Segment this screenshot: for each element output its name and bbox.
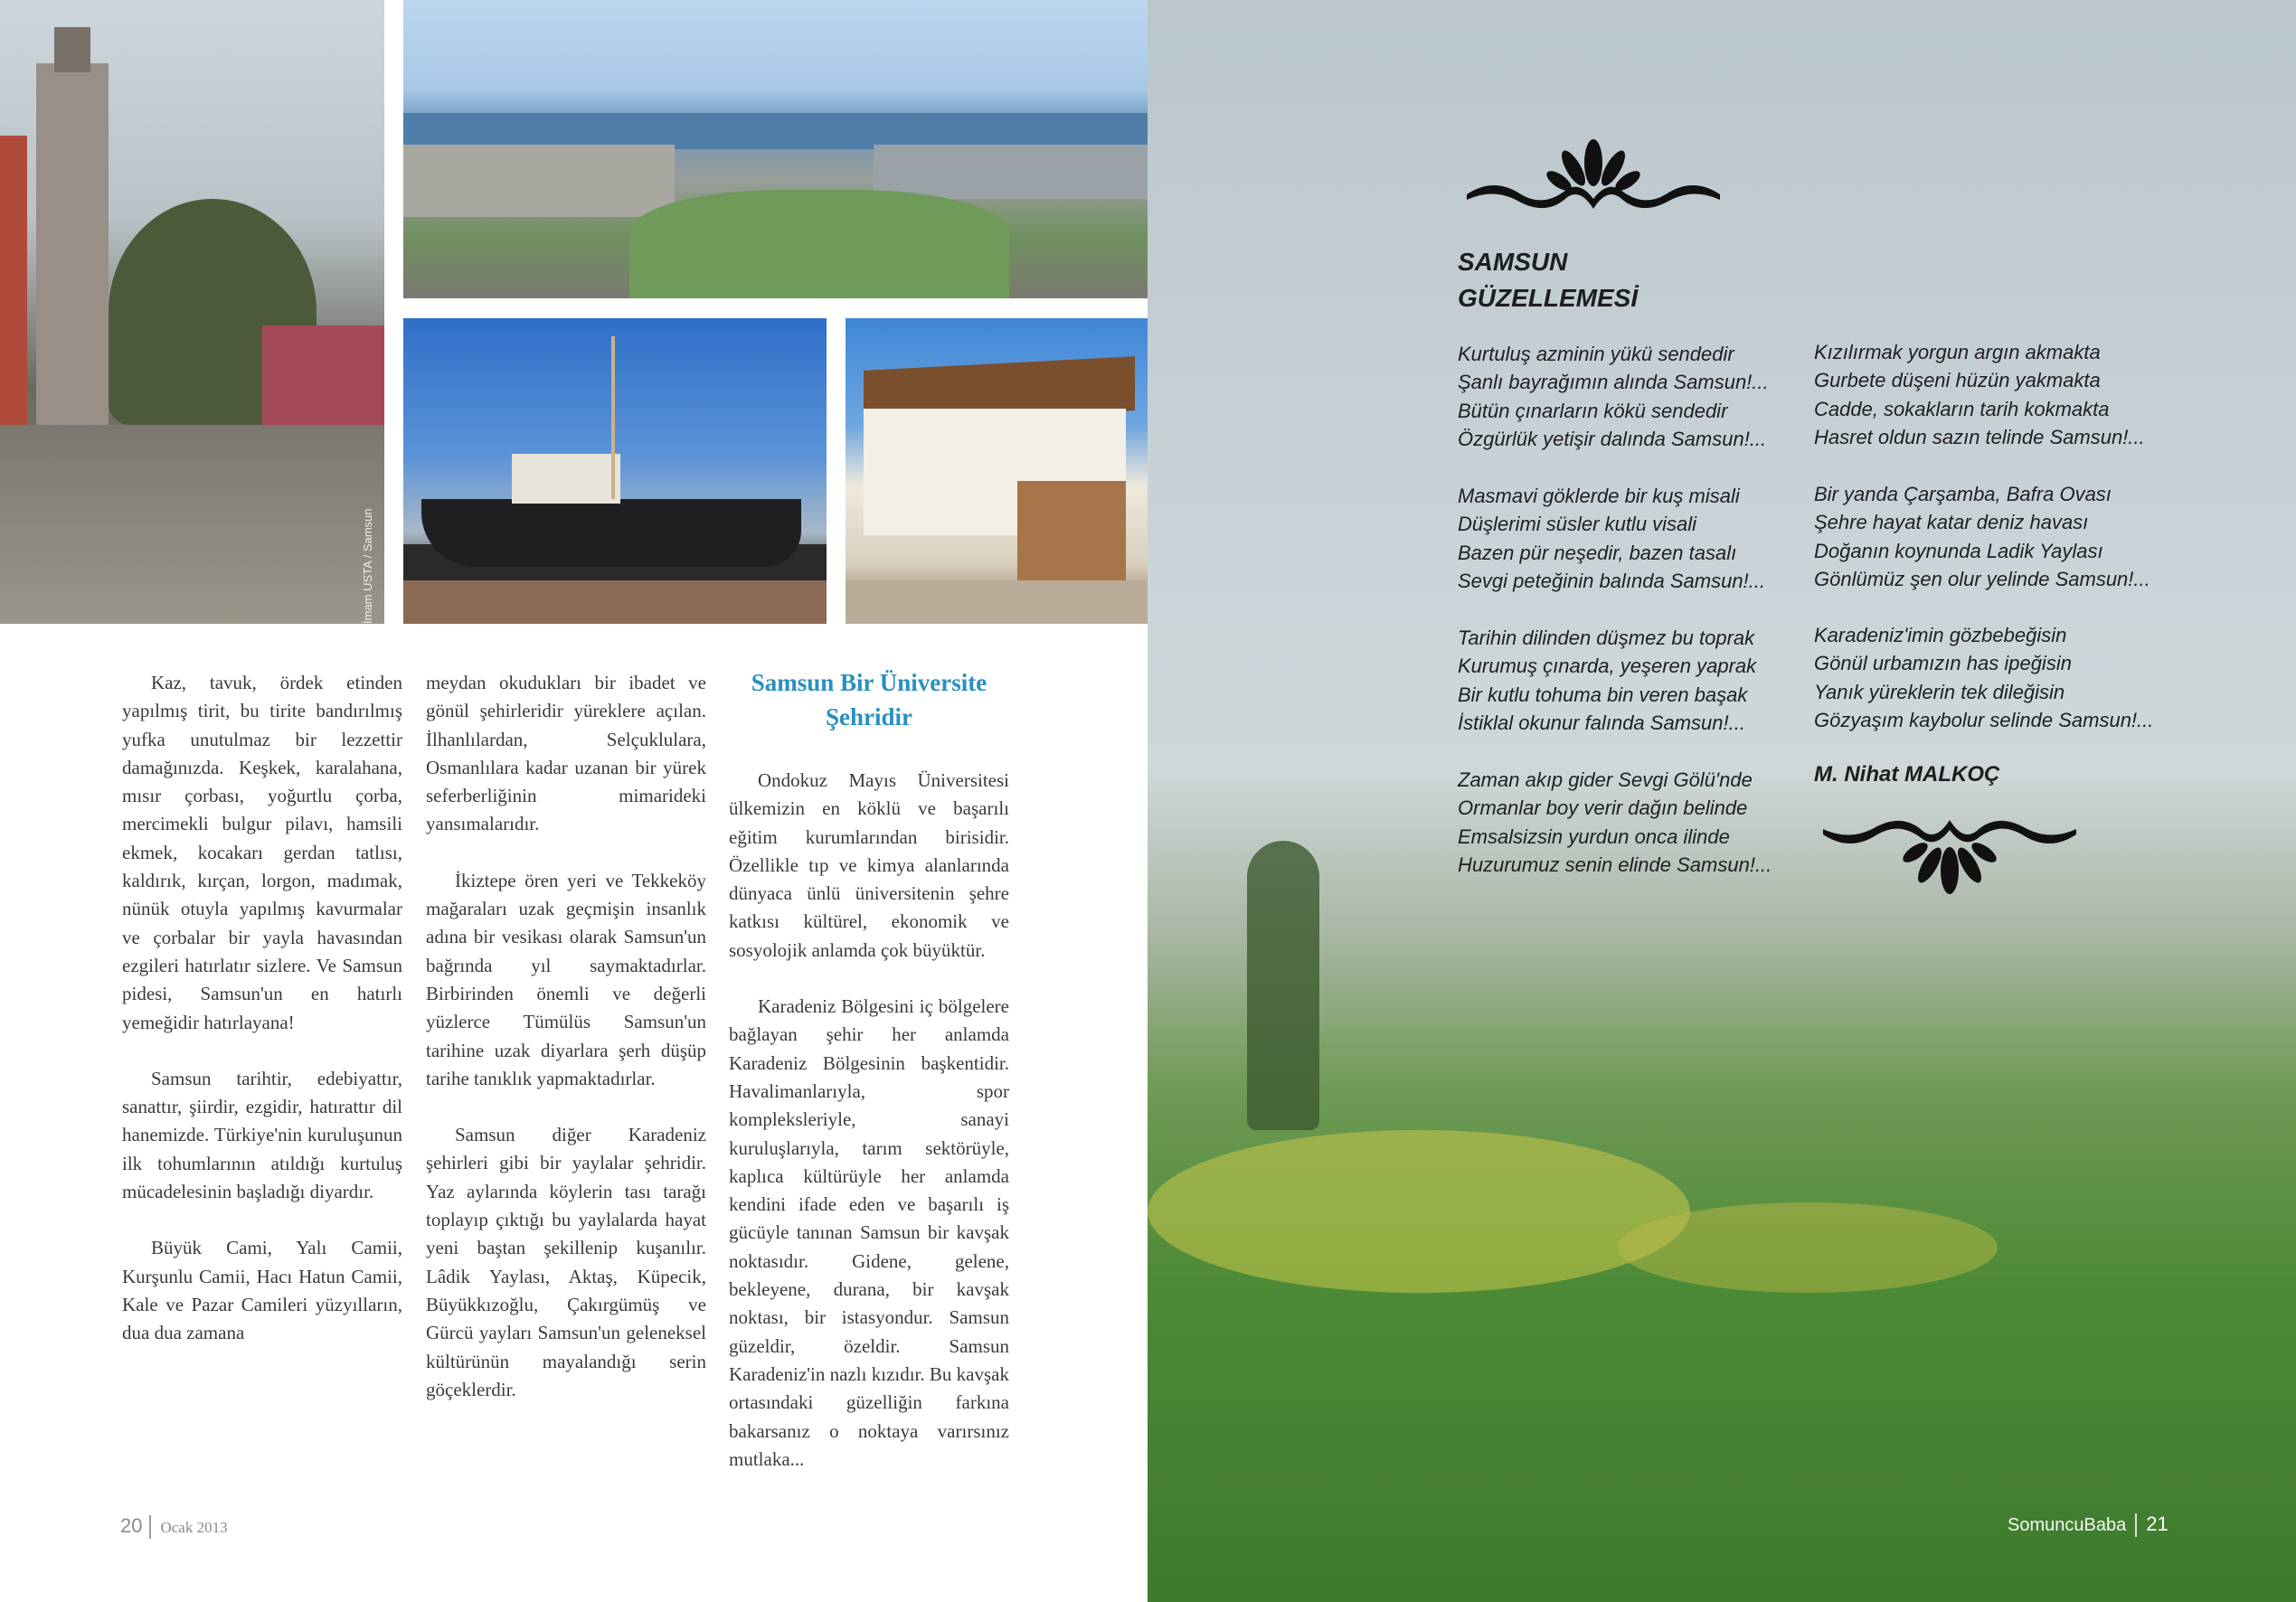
poem-title-line: SAMSUN xyxy=(1458,248,1568,276)
poem-line: İstiklal okunur falında Samsun!... xyxy=(1458,711,1745,734)
magazine-brand: SomuncuBaba xyxy=(2008,1515,2127,1535)
paragraph: meydan okudukları bir ibadet ve gönül şehirleridir yüreklere açılan. İlhanlılardan, Selçuklulara, Osmanlılara kadar uzanan bir yürek seferberliğinin mimarideki yansımalarıdır. xyxy=(426,672,706,835)
poem-line: Gözyaşım kaybolur selinde Samsun!... xyxy=(1814,708,2154,731)
poem-line: Ormanlar boy verir dağın belinde xyxy=(1458,796,1748,820)
article-column-1 xyxy=(122,669,402,1376)
footer-divider xyxy=(2135,1513,2137,1537)
right-page-footer xyxy=(2008,1512,2168,1537)
poem-author: M. Nihat MALKOÇ xyxy=(1814,762,2000,787)
poem-stanza xyxy=(1458,340,1769,453)
poem-stanza xyxy=(1814,338,2145,451)
poem-line: Masmavi göklerde bir kuş misali xyxy=(1458,485,1740,507)
paragraph: İkiztepe ören yeri ve Tekkeköy mağaraları uzak geçmişin insanlık adına bir vesikası olarak Samsun'un bağrında yıl saymaktadırlar. Birbirinden önemli ve değerli yüzlerce Tümülüs Samsun'un tarihine uzak diyarlara şerh düşüp tarihe tanıklık yapmaktadırlar. xyxy=(426,869,706,1089)
poem-line: Karadeniz'imin gözbebeğisin xyxy=(1814,624,2067,646)
poem-line: Bazen pür neşedir, bazen tasalı xyxy=(1458,541,1737,564)
poem-line: Özgürlük yetişir dalında Samsun!... xyxy=(1458,427,1767,450)
poem-line: Emsalsizsin yurdun onca ilinde xyxy=(1458,825,1730,848)
poem-line: Doğanın koynunda Ladik Yaylası xyxy=(1814,539,2103,562)
poem-stanza xyxy=(1458,482,1765,595)
poem-line: Kurtuluş azminin yükü sendedir xyxy=(1458,343,1734,365)
photo-credit: İmam USTA / Samsun xyxy=(361,508,374,624)
poem-title-line: GÜZELLEMESİ xyxy=(1458,284,1639,312)
section-heading: Samsun Bir Üniversite Şehridir xyxy=(751,669,987,730)
poem-stanza xyxy=(1814,480,2150,593)
poem-line: Cadde, sokakların tarih kokmakta xyxy=(1814,397,2110,420)
page-number: 20 xyxy=(120,1514,143,1537)
poem-line: Şehre hayat katar deniz havası xyxy=(1814,511,2089,534)
harbor-photo xyxy=(403,0,1148,298)
poem-stanza xyxy=(1458,766,1772,879)
paragraph: Karadeniz Bölgesini iç bölgelere bağlayan şehir her anlamda Karadeniz Bölgesinin başkentidir. Havalimanlarıyla, spor kompleksleriyle, sanayi kuruluşlarıyla, tarım sektörüyle, kaplıca kültürüyle her anlamda kendini ifade eden ve başarılı iş gücüyle tanınan Samsun bir kavşak noktasıdır. Gidene, gelene, bekleyene, durana, bir kavşak noktası, bir istasyondur. Samsun güzeldir, özeldir. Samsun Karadeniz'in nazlı kızıdır. Bu kavşak ortasındaki güzelliğin farkına bakarsanız o noktaya varırsınız mutlaka... xyxy=(729,995,1009,1470)
poem-stanza xyxy=(1458,624,1756,737)
bottom-ornament-icon xyxy=(1814,807,2085,898)
poem-line: Gönlümüz şen olur yelinde Samsun!... xyxy=(1814,567,2150,590)
museum-house-photo xyxy=(846,318,1148,624)
yellow-shrubs xyxy=(1618,1202,1998,1293)
poem-line: Hasret oldun sazın telinde Samsun!... xyxy=(1814,425,2145,448)
poem-line: Bir kutlu tohuma bin veren başak xyxy=(1458,683,1748,706)
poem-line: Huzurumuz senin elinde Samsun!... xyxy=(1458,853,1772,876)
paragraph: Büyük Cami, Yalı Camii, Kurşunlu Camii, Hacı Hatun Camii, Kale ve Pazar Camileri yüzyılların, dua dua zamana xyxy=(122,1237,402,1344)
paragraph: Ondokuz Mayıs Üniversitesi ülkemizin en köklü ve başarılı eğitim kurumlarından birisidir. Özellikle tıp ve kimya alanlarında dünyaca ünlü üniversitenin şehre katkısı kültürel, ekonomik ve sosyolojik anlamda çok büyüktür. xyxy=(729,769,1009,961)
poem-line: Bir yanda Çarşamba, Bafra Ovası xyxy=(1814,483,2112,505)
bandirma-ship-photo xyxy=(403,318,827,624)
paragraph: Samsun diğer Karadeniz şehirleri gibi bir yaylalar şehridir. Yaz aylarında köylerin tası tarağı toplayıp çıktığı bu yaylalarda hayat yeni baştan şekillenip kuşanılır. Lâdik Yaylası, Aktaş, Küpecik, Büyükkızoğlu, Çakırgümüş ve Gürcü yayları Samsun'un geleneksel kültürünün mayalandığı serin göçeklerdir. xyxy=(426,1124,706,1400)
poem-line: Gönül urbamızın has ipeğisin xyxy=(1814,652,2072,675)
poem-line: Kurumuş çınarda, yeşeren yaprak xyxy=(1458,655,1757,678)
poem-line: Bütün çınarların kökü sendedir xyxy=(1458,399,1728,422)
article-column-2 xyxy=(426,669,706,1432)
poem-title xyxy=(1458,244,1638,316)
poem-line: Sevgi peteğinin balında Samsun!... xyxy=(1458,569,1766,592)
poem-line: Zaman akıp gider Sevgi Gölü'nde xyxy=(1458,768,1753,791)
page-number: 21 xyxy=(2146,1512,2168,1535)
yellow-shrubs xyxy=(1148,1130,1690,1293)
article-column-3 xyxy=(729,665,1009,1502)
paragraph: Samsun tarihtir, edebiyattır, sanattır, şiirdir, ezgidir, hatırattır dil hanemizde. Türkiye'nin kuruluşunun ilk tohumlarının atıldığı kurtuluş mücadelesinin başladığı diyardır. xyxy=(122,1067,402,1203)
issue-date: Ocak 2013 xyxy=(160,1519,228,1536)
tree-silhouette xyxy=(1247,841,1319,1130)
poem-line: Şanlı bayrağımın alında Samsun!... xyxy=(1458,371,1769,394)
poem-line: Yanık yüreklerin tek dileğisin xyxy=(1814,680,2065,703)
poem-stanza xyxy=(1814,621,2153,734)
poem-line: Tarihin dilinden düşmez bu toprak xyxy=(1458,627,1755,649)
top-ornament-icon xyxy=(1458,136,1729,226)
paragraph: Kaz, tavuk, ördek etinden yapılmış tirit, bu tirite bandırılmış yufka unutulmaz bir lezzettir damağınızda. Keşkek, karalahana, mısır çorbası, yoğurtlu çorba, mercimekli bulgur pilavı, hamsili ekmek, kocakarı gerdan tatlısı, kaldırık, kırçan, lorgon, madımak, nünük otuyla yapılmış kavurmalar ve çorbalar bir yayla havasından ezgileri hatırlatır sizlere. Ve Samsun pidesi, Samsun'un en hatırlı yemeğidir hatırlayana! xyxy=(122,672,402,1033)
footer-divider xyxy=(149,1515,151,1539)
poem-line: Kızılırmak yorgun argın akmakta xyxy=(1814,341,2101,363)
left-page-footer xyxy=(120,1514,228,1539)
poem-line: Gurbete düşeni hüzün yakmakta xyxy=(1814,369,2101,392)
clock-tower-photo xyxy=(0,0,384,624)
poem-line: Düşlerimi süsler kutlu visali xyxy=(1458,513,1697,536)
